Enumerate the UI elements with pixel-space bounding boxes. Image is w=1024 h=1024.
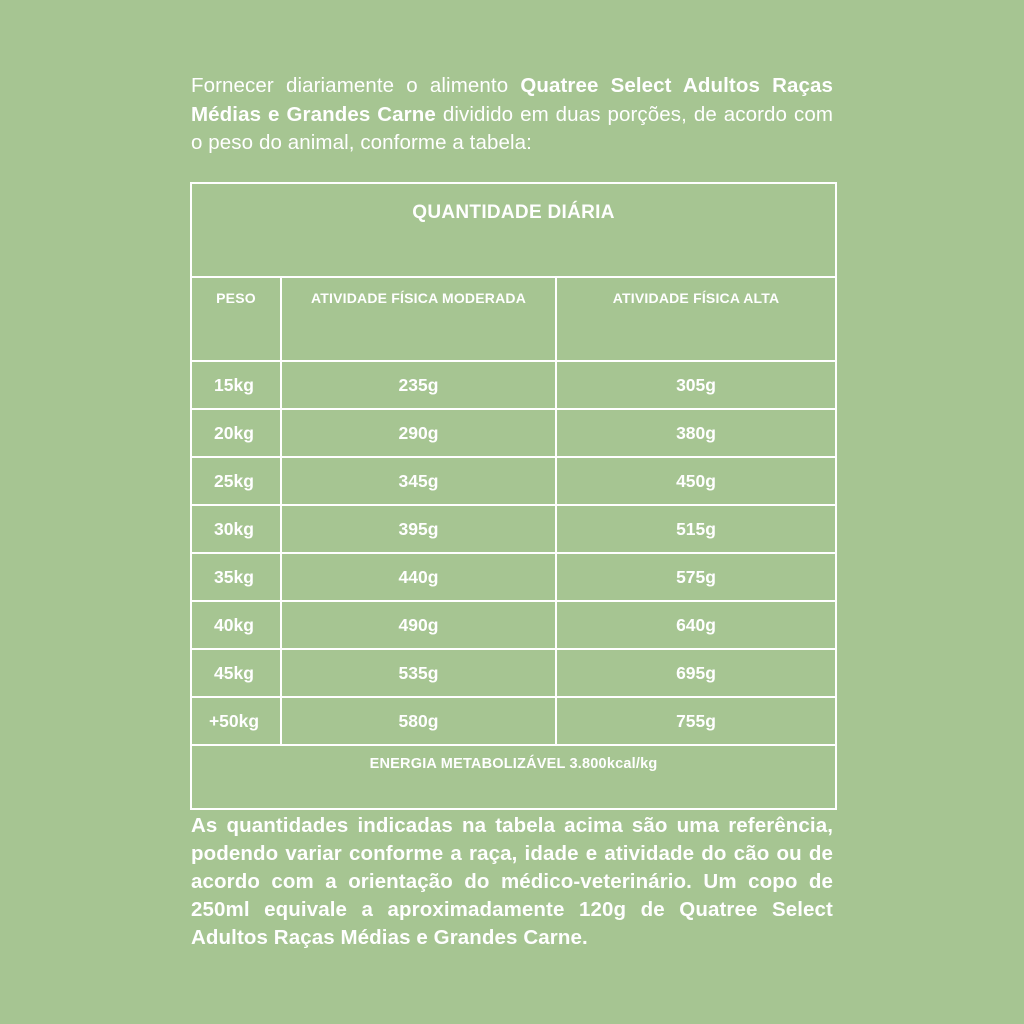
cell-alta: 575g (556, 553, 836, 601)
table-row (191, 697, 836, 745)
cell-alta: 380g (556, 409, 836, 457)
cell-peso: 25kg (191, 457, 281, 505)
table-row (191, 649, 836, 697)
cell-moderada: 535g (281, 649, 556, 697)
cell-moderada: 290g (281, 409, 556, 457)
cell-peso: 40kg (191, 601, 281, 649)
table-row (191, 601, 836, 649)
intro-text-end: dividido em duas porções, de acordo com o peso do animal, conforme a tabela: (191, 102, 834, 154)
table-row (191, 505, 836, 553)
cell-peso: 30kg (191, 505, 281, 553)
cell-alta: 755g (556, 697, 836, 745)
table-row (191, 553, 836, 601)
table-row (191, 409, 836, 457)
intro-text-start: Fornecer diariamente o alimento (191, 74, 521, 97)
cell-peso: 15kg (191, 361, 281, 409)
daily-quantity-table (190, 182, 837, 810)
cell-moderada: 490g (281, 601, 556, 649)
cell-peso: +50kg (191, 697, 281, 745)
metabolizable-energy: ENERGIA METABOLIZÁVEL 3.800kcal/kg (191, 745, 836, 809)
cell-alta: 305g (556, 361, 836, 409)
product-name: Quatree Select Adultos Raças Médias e Grandes Carne (191, 74, 833, 126)
table-title: QUANTIDADE DIÁRIA (191, 183, 836, 277)
cell-peso: 35kg (191, 553, 281, 601)
table-header-row (191, 277, 836, 361)
feeding-instructions (191, 72, 833, 158)
cell-alta: 640g (556, 601, 836, 649)
cell-peso: 45kg (191, 649, 281, 697)
header-atividade-alta: ATIVIDADE FÍSICA ALTA (556, 277, 836, 361)
cell-peso: 20kg (191, 409, 281, 457)
header-atividade-moderada: ATIVIDADE FÍSICA MODERADA (281, 277, 556, 361)
table-title-row (191, 183, 836, 277)
cell-moderada: 440g (281, 553, 556, 601)
cell-moderada: 395g (281, 505, 556, 553)
reference-note: As quantidades indicadas na tabela acima são uma referência, podendo variar conforme a raça, idade e atividade do cão ou de acordo com a orientação do médico-veterinário. Um copo de 250ml equivale a aproximadamente 120g de Quatree Select Adultos Raças Médias e Grandes Carne. (191, 814, 833, 949)
cell-alta: 515g (556, 505, 836, 553)
cell-moderada: 580g (281, 697, 556, 745)
cell-alta: 695g (556, 649, 836, 697)
cell-moderada: 235g (281, 361, 556, 409)
table-row (191, 457, 836, 505)
cell-moderada: 345g (281, 457, 556, 505)
table-row (191, 361, 836, 409)
table-footer-row (191, 745, 836, 809)
header-peso: PESO (191, 277, 281, 361)
cell-alta: 450g (556, 457, 836, 505)
